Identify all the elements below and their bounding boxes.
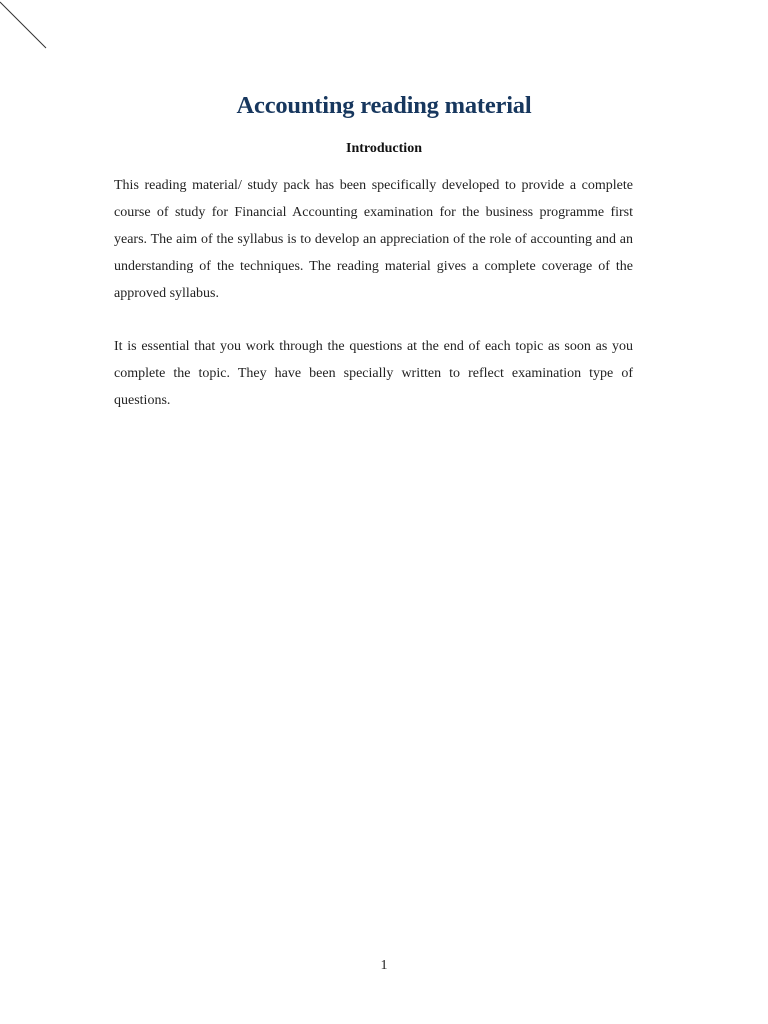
corner-fold-mark (0, 0, 48, 50)
intro-paragraph-1: This reading material/ study pack has been specifically developed to provide a complete course of study for Financial Accounting examination for the business programme first years. The aim of the syllabus is to develop an appreciation of the role of accounting and an understanding of the techniques. The reading material gives a complete coverage of the approved syllabus. (114, 178, 633, 301)
section-heading: Introduction (346, 141, 422, 156)
document-title: Accounting reading material (236, 92, 532, 119)
intro-paragraph-2: It is essential that you work through the questions at the end of each topic as soon as you complete the topic. They have been specially written to reflect examination type of questions. (114, 339, 633, 408)
page-number: 1 (380, 958, 388, 973)
